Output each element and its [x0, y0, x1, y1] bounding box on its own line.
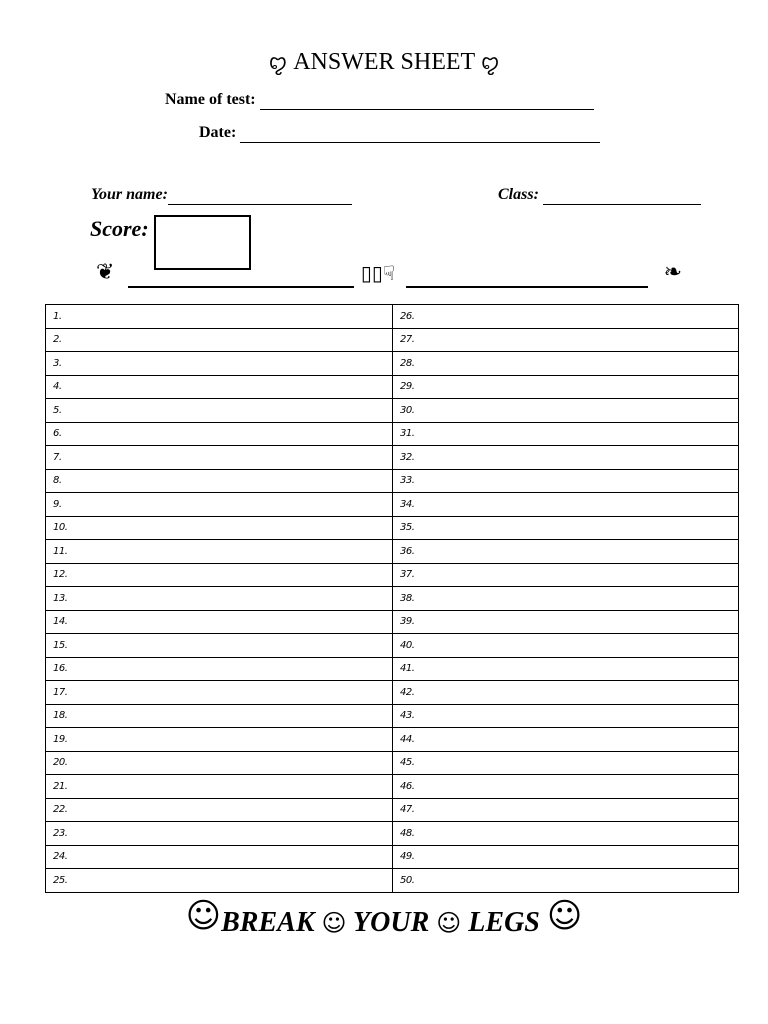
title-text: ANSWER SHEET [293, 49, 475, 75]
answer-cell[interactable]: 40. [393, 634, 739, 658]
table-row [46, 775, 739, 799]
divider-line-right [406, 286, 648, 288]
date-field[interactable] [240, 126, 600, 143]
name-of-test-field[interactable] [260, 93, 594, 110]
answer-cell[interactable]: 27. [393, 328, 739, 352]
answer-cell[interactable]: 13. [46, 587, 393, 611]
answer-cell[interactable]: 28. [393, 352, 739, 376]
answer-cell[interactable]: 11. [46, 540, 393, 564]
table-row [46, 704, 739, 728]
answer-cell[interactable]: 34. [393, 493, 739, 517]
table-row [46, 469, 739, 493]
floral-heart-left-icon: ❦ [96, 260, 115, 285]
answer-cell[interactable]: 1. [46, 305, 393, 329]
footer-slogan [0, 894, 768, 945]
table-row [46, 751, 739, 775]
answer-cell[interactable]: 36. [393, 540, 739, 564]
answer-cell[interactable]: 46. [393, 775, 739, 799]
answer-cell[interactable]: 31. [393, 422, 739, 446]
class-row [498, 185, 701, 205]
answer-cell[interactable]: 21. [46, 775, 393, 799]
class-label: Class: [498, 186, 539, 203]
your-name-label: Your name: [91, 186, 168, 203]
table-row [46, 587, 739, 611]
answer-cell[interactable]: 14. [46, 610, 393, 634]
answer-cell[interactable]: 10. [46, 516, 393, 540]
table-row [46, 634, 739, 658]
table-row [46, 563, 739, 587]
table-row [46, 422, 739, 446]
table-row [46, 822, 739, 846]
answer-cell[interactable]: 32. [393, 446, 739, 470]
answer-cell[interactable]: 17. [46, 681, 393, 705]
page-title [0, 46, 768, 78]
ornament-right-icon: ꨄ [480, 50, 500, 74]
table-row [46, 493, 739, 517]
smiley-icon: ☺ [436, 909, 462, 937]
your-name-field[interactable] [168, 188, 352, 205]
answer-cell[interactable]: 30. [393, 399, 739, 423]
answer-cell[interactable]: 5. [46, 399, 393, 423]
answer-cell[interactable]: 4. [46, 375, 393, 399]
footer-word-legs: LEGS [468, 907, 540, 938]
table-row [46, 540, 739, 564]
answer-cell[interactable]: 16. [46, 657, 393, 681]
answer-cell[interactable]: 26. [393, 305, 739, 329]
table-row [46, 681, 739, 705]
divider-line-left [128, 286, 354, 288]
pointing-hand-icon: ▯▯☟ [360, 261, 396, 285]
answer-cell[interactable]: 44. [393, 728, 739, 752]
answer-cell[interactable]: 42. [393, 681, 739, 705]
table-row [46, 446, 739, 470]
class-field[interactable] [543, 188, 701, 205]
answer-cell[interactable]: 20. [46, 751, 393, 775]
ornament-left-icon: ꨄ [268, 50, 288, 74]
table-row [46, 610, 739, 634]
answer-cell[interactable]: 19. [46, 728, 393, 752]
date-label: Date: [199, 124, 237, 141]
name-of-test-label: Name of test: [165, 91, 256, 108]
floral-heart-right-icon: ❧ [663, 260, 682, 285]
answer-cell[interactable]: 23. [46, 822, 393, 846]
answer-cell[interactable]: 45. [393, 751, 739, 775]
answer-cell[interactable]: 33. [393, 469, 739, 493]
answer-cell[interactable]: 3. [46, 352, 393, 376]
smiley-icon: ☺ [546, 896, 583, 936]
answer-cell[interactable]: 24. [46, 845, 393, 869]
table-row [46, 657, 739, 681]
answer-cell[interactable]: 29. [393, 375, 739, 399]
answer-cell[interactable]: 41. [393, 657, 739, 681]
answer-cell[interactable]: 7. [46, 446, 393, 470]
table-row [46, 845, 739, 869]
answer-cell[interactable]: 43. [393, 704, 739, 728]
answer-cell[interactable]: 2. [46, 328, 393, 352]
score-label: Score: [90, 216, 149, 241]
table-row [46, 516, 739, 540]
table-row [46, 375, 739, 399]
answer-cell[interactable]: 35. [393, 516, 739, 540]
smiley-icon: ☺ [185, 896, 222, 936]
answer-cell[interactable]: 49. [393, 845, 739, 869]
your-name-row [91, 185, 352, 205]
answer-cell[interactable]: 38. [393, 587, 739, 611]
name-of-test-row [165, 90, 594, 110]
answer-cell[interactable]: 9. [46, 493, 393, 517]
answer-cell[interactable]: 12. [46, 563, 393, 587]
decorative-divider [96, 258, 682, 294]
table-row [46, 798, 739, 822]
table-row [46, 399, 739, 423]
table-row [46, 728, 739, 752]
answer-cell[interactable]: 47. [393, 798, 739, 822]
answer-cell[interactable]: 15. [46, 634, 393, 658]
footer-word-your: YOUR [353, 907, 430, 938]
answer-cell[interactable]: 8. [46, 469, 393, 493]
answer-cell[interactable]: 50. [393, 869, 739, 893]
table-row [46, 869, 739, 893]
table-row [46, 328, 739, 352]
table-row [46, 305, 739, 329]
answer-cell[interactable]: 25. [46, 869, 393, 893]
answer-cell[interactable]: 18. [46, 704, 393, 728]
answer-table [45, 304, 739, 893]
answer-cell[interactable]: 39. [393, 610, 739, 634]
winking-smiley-icon: ☺ [321, 909, 347, 937]
answer-cell[interactable]: 37. [393, 563, 739, 587]
footer-word-break: BREAK [221, 907, 315, 938]
answer-cell[interactable]: 6. [46, 422, 393, 446]
table-row [46, 352, 739, 376]
answer-cell[interactable]: 48. [393, 822, 739, 846]
answer-cell[interactable]: 22. [46, 798, 393, 822]
date-row [199, 123, 600, 143]
